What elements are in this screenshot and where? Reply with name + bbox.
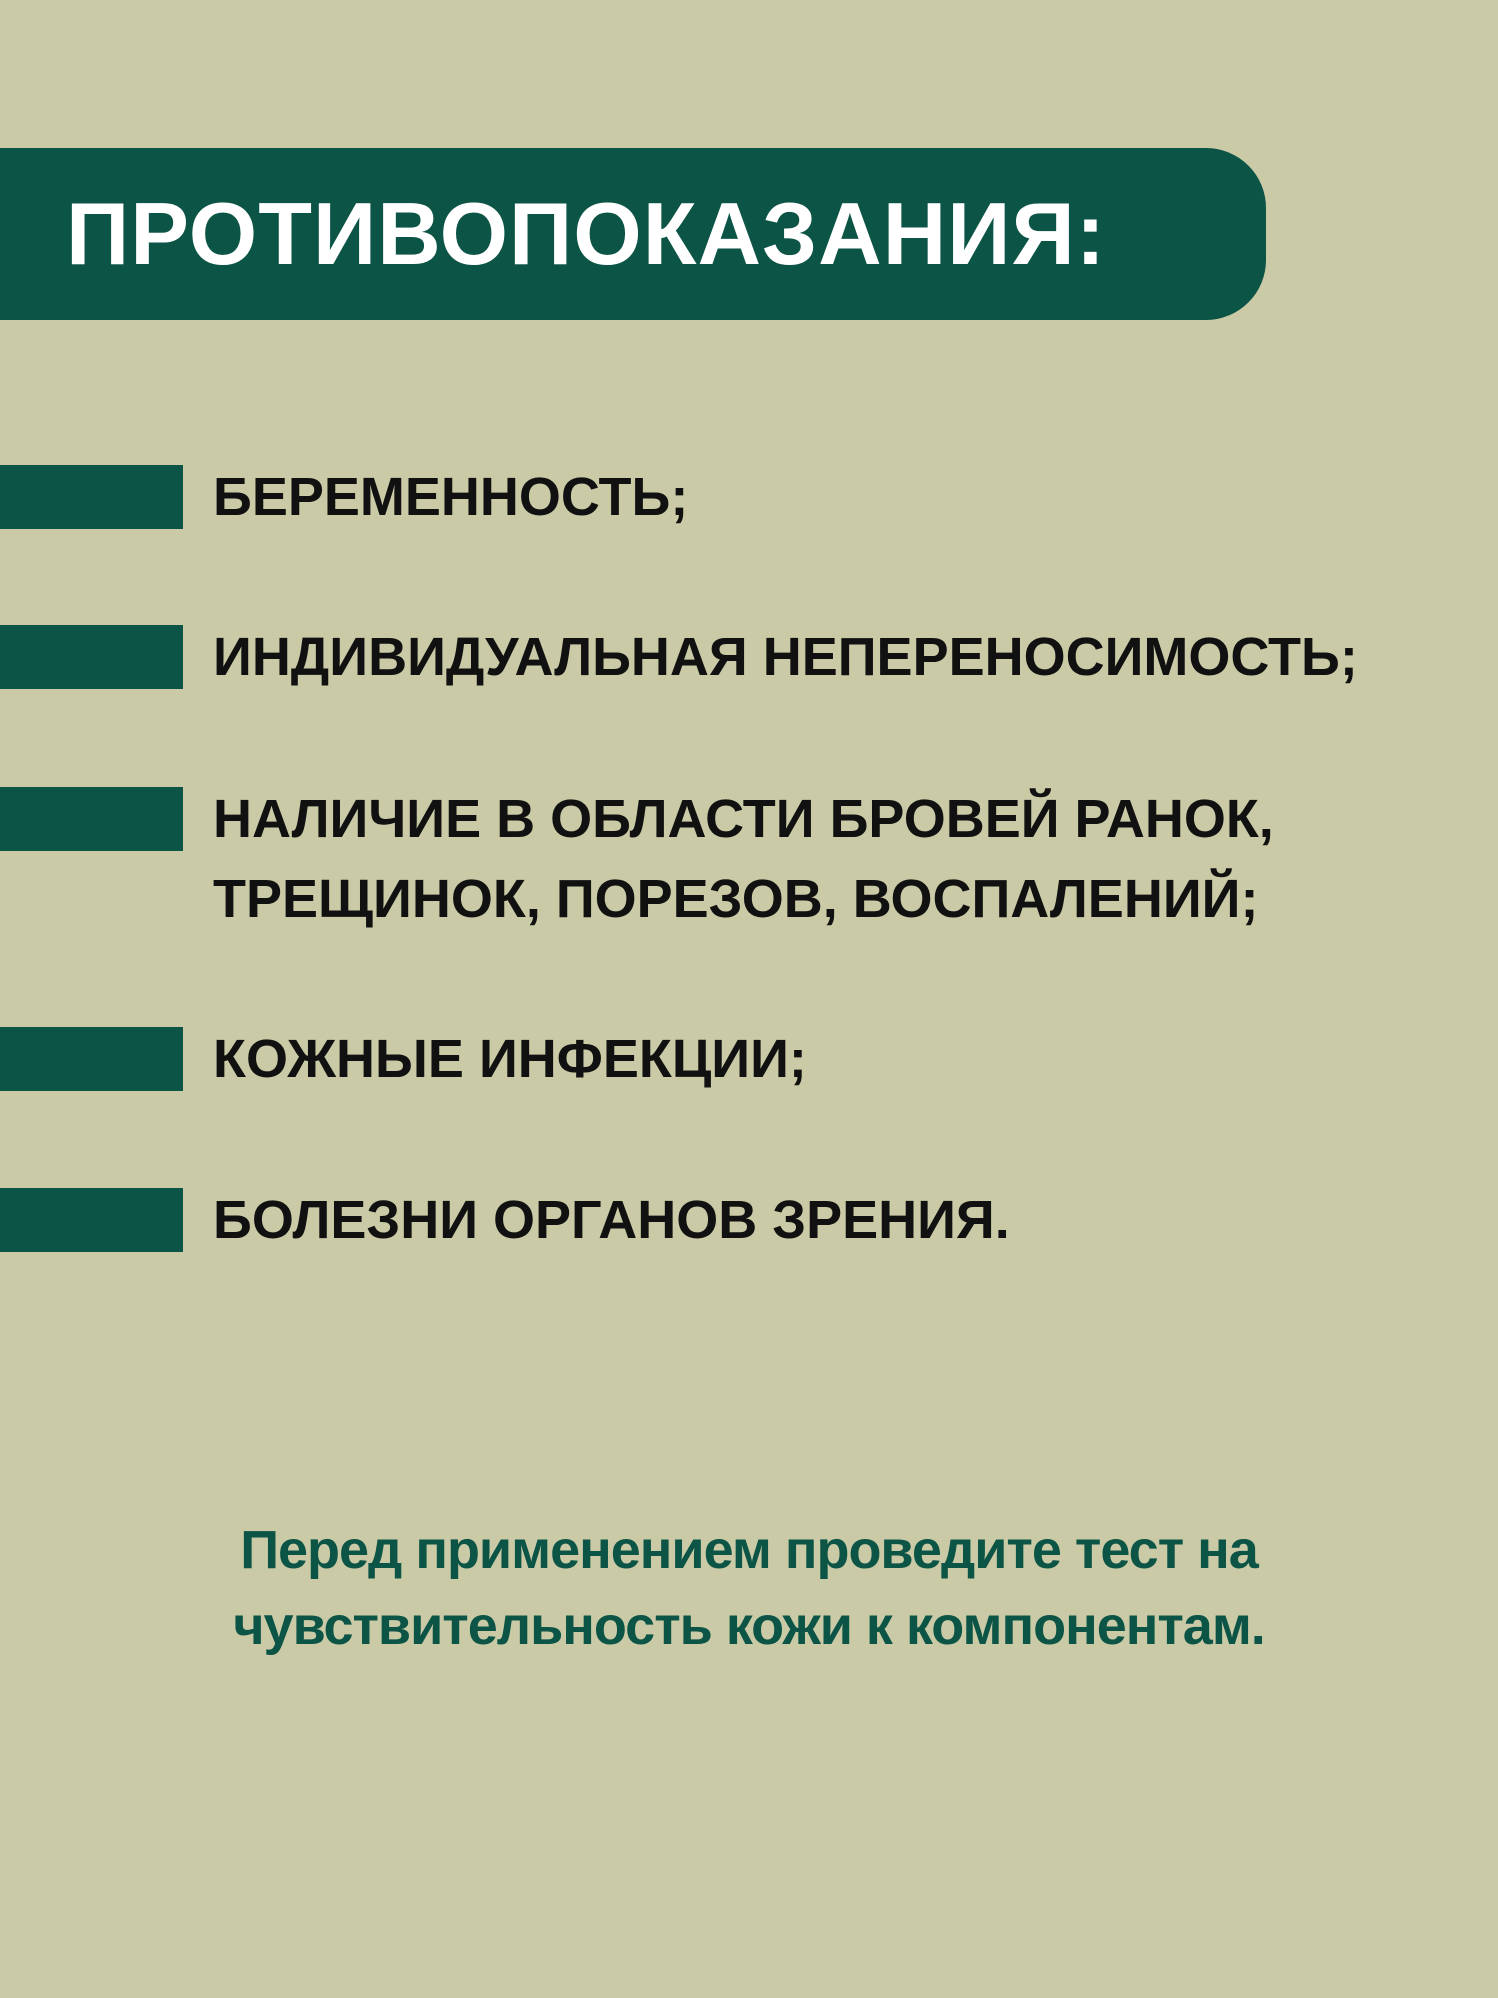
- list-item-text: [213, 779, 1274, 939]
- footer-note-line: чувствительность кожи к компонентам.: [233, 1596, 1265, 1656]
- list-item-line: БОЛЕЗНИ ОРГАНОВ ЗРЕНИЯ.: [213, 1190, 1010, 1250]
- bullet-bar: [0, 1188, 183, 1252]
- list-item-line: КОЖНЫЕ ИНФЕКЦИИ;: [213, 1029, 807, 1089]
- bullet-bar: [0, 1027, 183, 1091]
- list-item-line: ТРЕЩИНОК, ПОРЕЗОВ, ВОСПАЛЕНИЙ;: [213, 869, 1259, 929]
- footer-note: [0, 1512, 1498, 1664]
- list-item-line: БЕРЕМЕННОСТЬ;: [213, 467, 689, 527]
- footer-note-line: Перед применением проведите тест на: [240, 1520, 1258, 1580]
- list-item-text: [213, 1019, 807, 1099]
- bullet-bar: [0, 625, 183, 689]
- list-item-line: НАЛИЧИЕ В ОБЛАСТИ БРОВЕЙ РАНОК,: [213, 789, 1274, 849]
- list-item-text: [213, 1180, 1010, 1260]
- bullet-bar: [0, 787, 183, 851]
- title-banner: [0, 148, 1266, 320]
- page-title: ПРОТИВОПОКАЗАНИЯ:: [66, 184, 1107, 283]
- list-item-line: ИНДИВИДУАЛЬНАЯ НЕПЕРЕНОСИМОСТЬ;: [213, 627, 1358, 687]
- bullet-bar: [0, 465, 183, 529]
- list-item-text: [213, 617, 1358, 697]
- list-item-text: [213, 457, 688, 537]
